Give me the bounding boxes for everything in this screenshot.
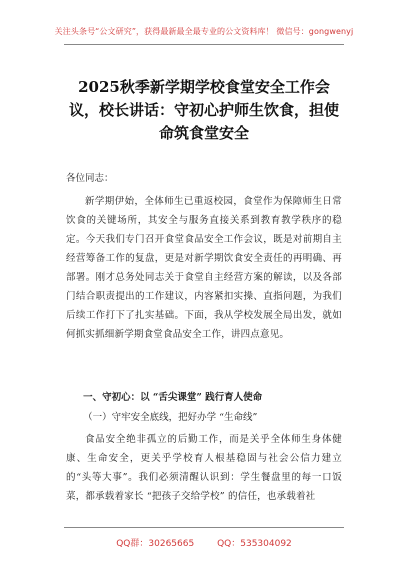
footer (0, 536, 408, 549)
subsection-heading: （一）守牢安全底线，把好办学 “生命线” (83, 412, 258, 423)
section-paragraph-block (66, 430, 342, 506)
intro-paragraph: 新学期伊始，全体师生已重返校园，食堂作为保障师生日常饮食的关键场所，其安全与服务直接关系到教育教学秩序的稳定。今天我们专门召开食堂食品安全工作会议，既是对前期自主经营筹备工作的复盘，更是对新学期饮食安全责任的再明确、再部署。刚才总务处同志关于食堂自主经营方案的解读，以及各部门结合职责提出的工作建议，内容紧扣实操、直指问题，为我们后续工作打下了扎实基础。下面，我从学校发展全局出发，就如何抓实抓细新学期食堂食品安全工作，讲四点意见。 (66, 196, 342, 340)
bottom-divider (64, 527, 344, 528)
intro-paragraph-block (66, 192, 342, 344)
top-banner: 关注头条号“公文研究”，获得最新最全最专业的公文资料库！ 微信号：gongwenyj (54, 27, 354, 36)
footer-qq: QQ：535304092 (217, 539, 292, 549)
top-divider (64, 44, 344, 45)
section-paragraph: 食品安全绝非孤立的后勤工作，而是关乎全体师生身体健康、生命安全，更关乎学校育人根基稳固与社会公信力建立的“头等大事”。我们必须清醒认识到：学生餐盘里的每一口饭菜，都承载着家长 “把孩子交给学校” 的信任，也承载着社 (66, 434, 342, 502)
section-heading: 一、守初心：以 “舌尖课堂” 践行育人使命 (83, 392, 263, 403)
footer-qq-group: QQ群：30265665 (116, 539, 195, 549)
salutation: 各位同志： (66, 173, 114, 184)
document-title: 2025秋季新学期学校食堂安全工作会议，校长讲话：守初心护师生饮食，担使命筑食堂安全 (68, 78, 339, 142)
